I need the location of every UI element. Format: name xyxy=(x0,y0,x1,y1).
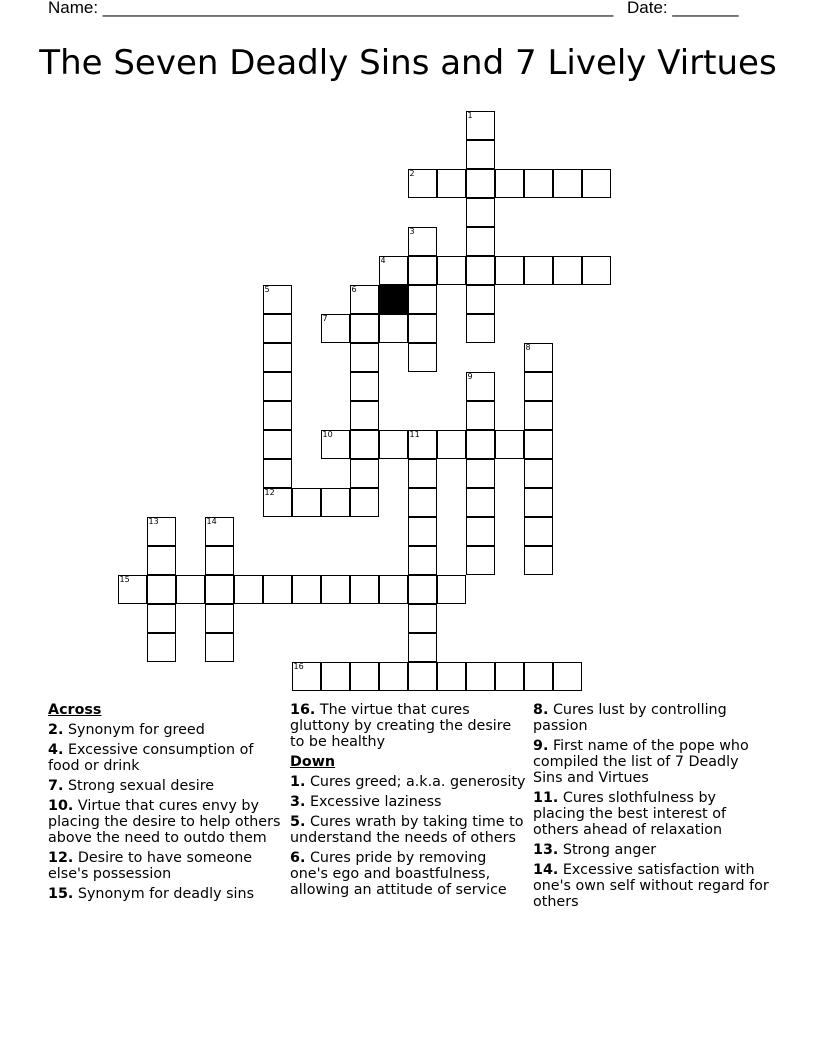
answer-cell[interactable] xyxy=(350,430,379,459)
clue-down-5: 5. Cures wrath by taking time to understand the needs of others xyxy=(290,814,524,846)
answer-cell[interactable] xyxy=(466,256,495,285)
answer-cell[interactable] xyxy=(466,662,495,691)
clue-number: 4 xyxy=(380,255,386,265)
answer-cell[interactable] xyxy=(408,662,437,691)
answer-cell[interactable] xyxy=(437,169,466,198)
clues-column-2 xyxy=(290,702,526,902)
answer-cell[interactable] xyxy=(118,575,147,604)
answer-cell[interactable] xyxy=(437,662,466,691)
clue-across-7: 7. Strong sexual desire xyxy=(48,778,215,794)
answer-cell[interactable] xyxy=(292,575,321,604)
answer-cell[interactable] xyxy=(524,488,553,517)
answer-cell[interactable] xyxy=(466,488,495,517)
answer-cell[interactable] xyxy=(408,314,437,343)
answer-cell[interactable] xyxy=(437,575,466,604)
answer-cell[interactable] xyxy=(408,517,437,546)
answer-cell[interactable] xyxy=(234,575,263,604)
answer-cell[interactable] xyxy=(408,546,437,575)
answer-cell[interactable] xyxy=(379,430,408,459)
answer-cell[interactable] xyxy=(263,314,292,343)
clue-down-1: 1. Cures greed; a.k.a. generosity xyxy=(290,774,526,790)
answer-cell[interactable] xyxy=(263,401,292,430)
answer-cell[interactable] xyxy=(263,285,292,314)
clue-down-9: 9. First name of the pope who compiled the list of 7 Deadly Sins and Virtues xyxy=(533,738,749,786)
answer-cell[interactable] xyxy=(466,372,495,401)
answer-cell[interactable] xyxy=(263,575,292,604)
clue-down-13: 13. Strong anger xyxy=(533,842,657,858)
clues-column-3 xyxy=(533,702,769,914)
answer-cell[interactable] xyxy=(408,430,437,459)
clue-down-14: 14. Excessive satisfaction with one's own self without regard for others xyxy=(533,862,769,910)
answer-cell[interactable] xyxy=(350,401,379,430)
clue-across-4: 4. Excessive consumption of food or drink xyxy=(48,742,254,774)
answer-cell[interactable] xyxy=(408,256,437,285)
clue-across-15: 15. Synonym for deadly sins xyxy=(48,886,255,902)
answer-cell[interactable] xyxy=(350,372,379,401)
black-square xyxy=(379,285,408,314)
answer-cell[interactable] xyxy=(582,169,611,198)
answer-cell[interactable] xyxy=(495,662,524,691)
answer-cell[interactable] xyxy=(321,430,350,459)
clue-number: 15 xyxy=(119,574,130,584)
answer-cell[interactable] xyxy=(582,256,611,285)
answer-cell[interactable] xyxy=(408,343,437,372)
answer-cell[interactable] xyxy=(466,198,495,227)
answer-cell[interactable] xyxy=(553,169,582,198)
answer-cell[interactable] xyxy=(524,372,553,401)
clue-number: 5 xyxy=(264,284,270,294)
answer-cell[interactable] xyxy=(466,517,495,546)
answer-cell[interactable] xyxy=(408,575,437,604)
answer-cell[interactable] xyxy=(524,546,553,575)
answer-cell[interactable] xyxy=(466,169,495,198)
answer-cell[interactable] xyxy=(147,575,176,604)
answer-cell[interactable] xyxy=(321,314,350,343)
answer-cell[interactable] xyxy=(379,314,408,343)
answer-cell[interactable] xyxy=(263,372,292,401)
answer-cell[interactable] xyxy=(147,633,176,662)
clue-number: 6 xyxy=(351,284,357,294)
answer-cell[interactable] xyxy=(147,604,176,633)
answer-cell[interactable] xyxy=(408,169,437,198)
clue-number: 16 xyxy=(293,661,304,671)
answer-cell[interactable] xyxy=(292,662,321,691)
answer-cell[interactable] xyxy=(350,314,379,343)
clue-number: 13 xyxy=(148,516,159,526)
answer-cell[interactable] xyxy=(408,604,437,633)
clue-down-6: 6. Cures pride by removing one's ego and boastfulness, allowing an attitude of service xyxy=(290,850,507,898)
answer-cell[interactable] xyxy=(205,517,234,546)
answer-cell[interactable] xyxy=(524,343,553,372)
answer-cell[interactable] xyxy=(524,430,553,459)
answer-cell[interactable] xyxy=(408,285,437,314)
answer-cell[interactable] xyxy=(263,430,292,459)
answer-cell[interactable] xyxy=(205,633,234,662)
answer-cell[interactable] xyxy=(495,430,524,459)
answer-cell[interactable] xyxy=(466,285,495,314)
answer-cell[interactable] xyxy=(466,459,495,488)
clue-number: 11 xyxy=(409,429,420,439)
answer-cell[interactable] xyxy=(524,459,553,488)
clue-down-8: 8. Cures lust by controlling passion xyxy=(533,702,727,734)
clues-column-1 xyxy=(48,702,284,906)
answer-cell[interactable] xyxy=(466,430,495,459)
answer-cell[interactable] xyxy=(379,575,408,604)
date-field[interactable]: Date: _______ xyxy=(627,0,739,17)
answer-cell[interactable] xyxy=(437,430,466,459)
answer-cell[interactable] xyxy=(350,343,379,372)
answer-cell[interactable] xyxy=(466,111,495,140)
answer-cell[interactable] xyxy=(321,488,350,517)
answer-cell[interactable] xyxy=(466,546,495,575)
answer-cell[interactable] xyxy=(379,256,408,285)
clue-number: 9 xyxy=(467,371,473,381)
clue-down-3: 3. Excessive laziness xyxy=(290,794,442,810)
answer-cell[interactable] xyxy=(350,285,379,314)
clue-down-11: 11. Cures slothfulness by placing the best interest of others ahead of relaxation xyxy=(533,790,726,838)
answer-cell[interactable] xyxy=(379,662,408,691)
answer-cell[interactable] xyxy=(350,575,379,604)
answer-cell[interactable] xyxy=(466,401,495,430)
clue-number: 3 xyxy=(409,226,415,236)
down-heading: Down xyxy=(290,754,336,770)
answer-cell[interactable] xyxy=(292,488,321,517)
answer-cell[interactable] xyxy=(408,633,437,662)
answer-cell[interactable] xyxy=(263,343,292,372)
answer-cell[interactable] xyxy=(495,256,524,285)
answer-cell[interactable] xyxy=(263,488,292,517)
answer-cell[interactable] xyxy=(321,662,350,691)
answer-cell[interactable] xyxy=(147,546,176,575)
clue-number: 2 xyxy=(409,168,415,178)
clue-number: 8 xyxy=(525,342,531,352)
answer-cell[interactable] xyxy=(205,546,234,575)
answer-cell[interactable] xyxy=(524,517,553,546)
answer-cell[interactable] xyxy=(350,459,379,488)
answer-cell[interactable] xyxy=(205,575,234,604)
clue-across-10: 10. Virtue that cures envy by placing the desire to help others above the need to outdo them xyxy=(48,798,281,846)
answer-cell[interactable] xyxy=(263,459,292,488)
clue-number: 10 xyxy=(322,429,333,439)
answer-cell[interactable] xyxy=(321,575,350,604)
answer-cell[interactable] xyxy=(524,169,553,198)
answer-cell[interactable] xyxy=(495,169,524,198)
answer-cell[interactable] xyxy=(350,662,379,691)
answer-cell[interactable] xyxy=(408,488,437,517)
answer-cell[interactable] xyxy=(350,488,379,517)
answer-cell[interactable] xyxy=(437,256,466,285)
clue-number: 7 xyxy=(322,313,328,323)
answer-cell[interactable] xyxy=(553,662,582,691)
answer-cell[interactable] xyxy=(466,140,495,169)
clue-across-2: 2. Synonym for greed xyxy=(48,722,205,738)
clue-number: 14 xyxy=(206,516,217,526)
answer-cell[interactable] xyxy=(553,256,582,285)
name-field[interactable]: Name: ______________________________________________________ xyxy=(48,0,614,17)
answer-cell[interactable] xyxy=(147,517,176,546)
answer-cell[interactable] xyxy=(408,227,437,256)
answer-cell[interactable] xyxy=(466,227,495,256)
answer-cell[interactable] xyxy=(176,575,205,604)
answer-cell[interactable] xyxy=(524,256,553,285)
answer-cell[interactable] xyxy=(408,459,437,488)
clue-across-16: 16. The virtue that cures gluttony by creating the desire to be healthy xyxy=(290,702,512,750)
clue-number: 12 xyxy=(264,487,275,497)
across-heading: Across xyxy=(48,702,102,718)
answer-cell[interactable] xyxy=(205,604,234,633)
answer-cell[interactable] xyxy=(524,401,553,430)
clue-number: 1 xyxy=(467,110,473,120)
answer-cell[interactable] xyxy=(524,662,553,691)
page-title: The Seven Deadly Sins and 7 Lively Virtues xyxy=(39,43,777,83)
clue-across-12: 12. Desire to have someone else's possession xyxy=(48,850,253,882)
answer-cell[interactable] xyxy=(466,314,495,343)
